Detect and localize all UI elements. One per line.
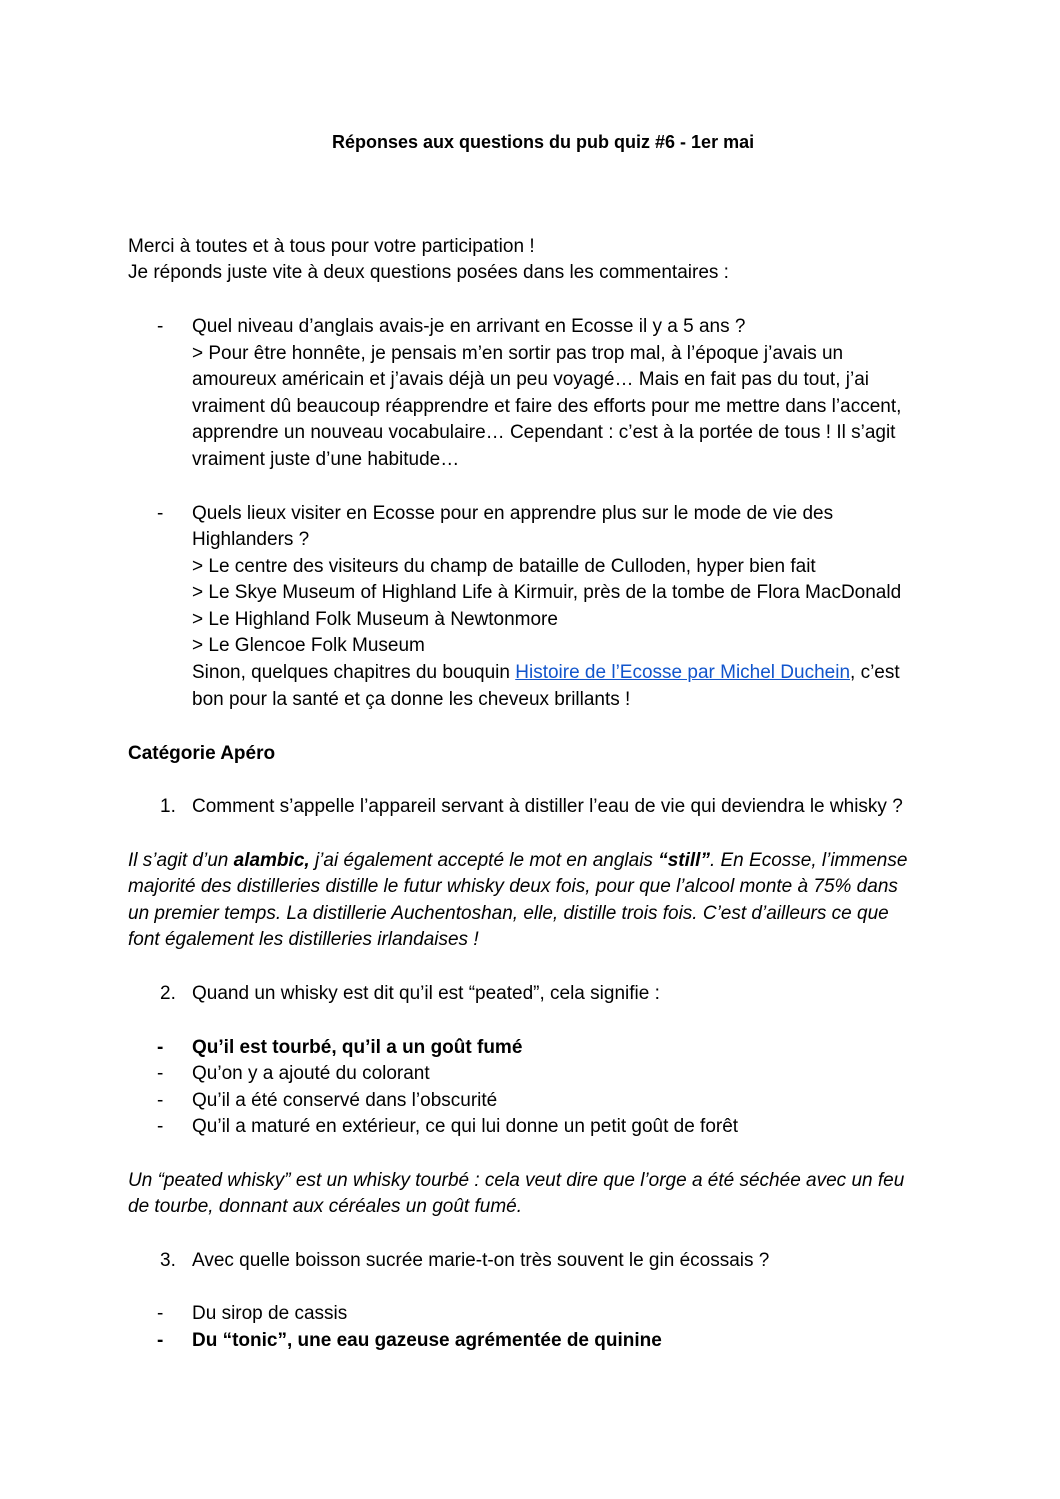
faq2-place: > Le centre des visiteurs du champ de bataille de Culloden, hyper bien fait	[192, 556, 816, 577]
q1-answer-line: un premier temps. La distillerie Auchentoshan, elle, distille trois fois. C’est d’ailleurs ce que	[128, 903, 889, 924]
faq2-place: > Le Skye Museum of Highland Life à Kirmuir, près de la tombe de Flora MacDonald	[192, 582, 902, 603]
faq2-question: Highlanders ?	[192, 529, 310, 550]
q2-explanation-line: Un “peated whisky” est un whisky tourbé : cela veut dire que l’orge a été séchée avec un feu	[128, 1170, 905, 1191]
q2-option: Qu’il a été conservé dans l’obscurité	[192, 1090, 498, 1111]
faq2-book-after: , c’est	[850, 662, 900, 683]
q3-option: Du sirop de cassis	[192, 1303, 348, 1324]
q2-explanation-line: de tourbe, donnant aux céréales un goût fumé.	[128, 1196, 522, 1217]
faq1-answer-line: vraiment dû beaucoup réapprendre et faire des efforts pour me mettre dans l’accent,	[192, 396, 902, 417]
faq1-answer-line: vraiment juste d’une habitude…	[192, 449, 460, 470]
answer-alambic: alambic,	[233, 850, 310, 871]
intro-line-2: Je réponds juste vite à deux questions posées dans les commentaires :	[128, 262, 729, 283]
category-heading: Catégorie Apéro	[128, 743, 276, 764]
answer-still: “still”	[658, 850, 710, 871]
q2-option: Qu’il a maturé en extérieur, ce qui lui donne un petit goût de forêt	[192, 1116, 739, 1137]
q1-answer-line: font également les distilleries irlandaises !	[128, 929, 479, 950]
option-bullet: -	[157, 1303, 164, 1324]
faq2-last-line: bon pour la santé et ça donne les cheveux brillants !	[192, 689, 631, 710]
list-bullet: -	[157, 503, 164, 524]
faq2-place: > Le Highland Folk Museum à Newtonmore	[192, 609, 558, 630]
faq2-book-before: Sinon, quelques chapitres du bouquin	[192, 662, 516, 683]
q3-text: Avec quelle boisson sucrée marie-t-on très souvent le gin écossais ?	[192, 1250, 770, 1271]
option-bullet: -	[157, 1063, 164, 1084]
q2-option-correct: Qu’il est tourbé, qu’il a un goût fumé	[192, 1037, 523, 1058]
option-bullet: -	[157, 1090, 164, 1111]
q1-text: Comment s’appelle l’appareil servant à distiller l’eau de vie qui deviendra le whisky ?	[192, 796, 903, 817]
faq2-question: Quels lieux visiter en Ecosse pour en apprendre plus sur le mode de vie des	[192, 503, 834, 524]
faq2-book-line	[192, 660, 900, 686]
faq1-answer-line: > Pour être honnête, je pensais m’en sortir pas trop mal, à l’époque j’avais un	[192, 343, 844, 364]
faq2-place: > Le Glencoe Folk Museum	[192, 635, 425, 656]
intro-line-1: Merci à toutes et à tous pour votre participation !	[128, 236, 535, 257]
q1-answer-line: Il s’agit d’un alambic, j’ai également accepté le mot en anglais “still”. En Ecosse, l’immense	[128, 850, 908, 871]
q1-answer-line: majorité des distilleries distille le futur whisky deux fois, pour que l’alcool monte à 75% dans	[128, 876, 898, 897]
option-bullet: -	[157, 1037, 164, 1058]
q2-text: Quand un whisky est dit qu’il est “peated”, cela signifie :	[192, 983, 660, 1004]
list-bullet: -	[157, 316, 164, 337]
page-title: Réponses aux questions du pub quiz #6 - 1er mai	[332, 132, 755, 152]
question-number: 2.	[160, 983, 176, 1004]
faq1-question: Quel niveau d’anglais avais-je en arrivant en Ecosse il y a 5 ans ?	[192, 316, 746, 337]
q3-option-correct: Du “tonic”, une eau gazeuse agrémentée de quinine	[192, 1330, 662, 1351]
q2-option: Qu’on y a ajouté du colorant	[192, 1063, 430, 1084]
option-bullet: -	[157, 1330, 164, 1351]
question-number: 3.	[160, 1250, 176, 1271]
book-link[interactable]: Histoire de l’Ecosse par Michel Duchein	[515, 662, 851, 683]
faq1-answer-line: apprendre un nouveau vocabulaire… Cependant : c’est à la portée de tous ! Il s’agit	[192, 422, 896, 443]
option-bullet: -	[157, 1116, 164, 1137]
faq1-answer-line: amoureux américain et j’avais déjà un peu voyagé… Mais en fait pas du tout, j’ai	[192, 369, 869, 390]
question-number: 1.	[160, 796, 176, 817]
